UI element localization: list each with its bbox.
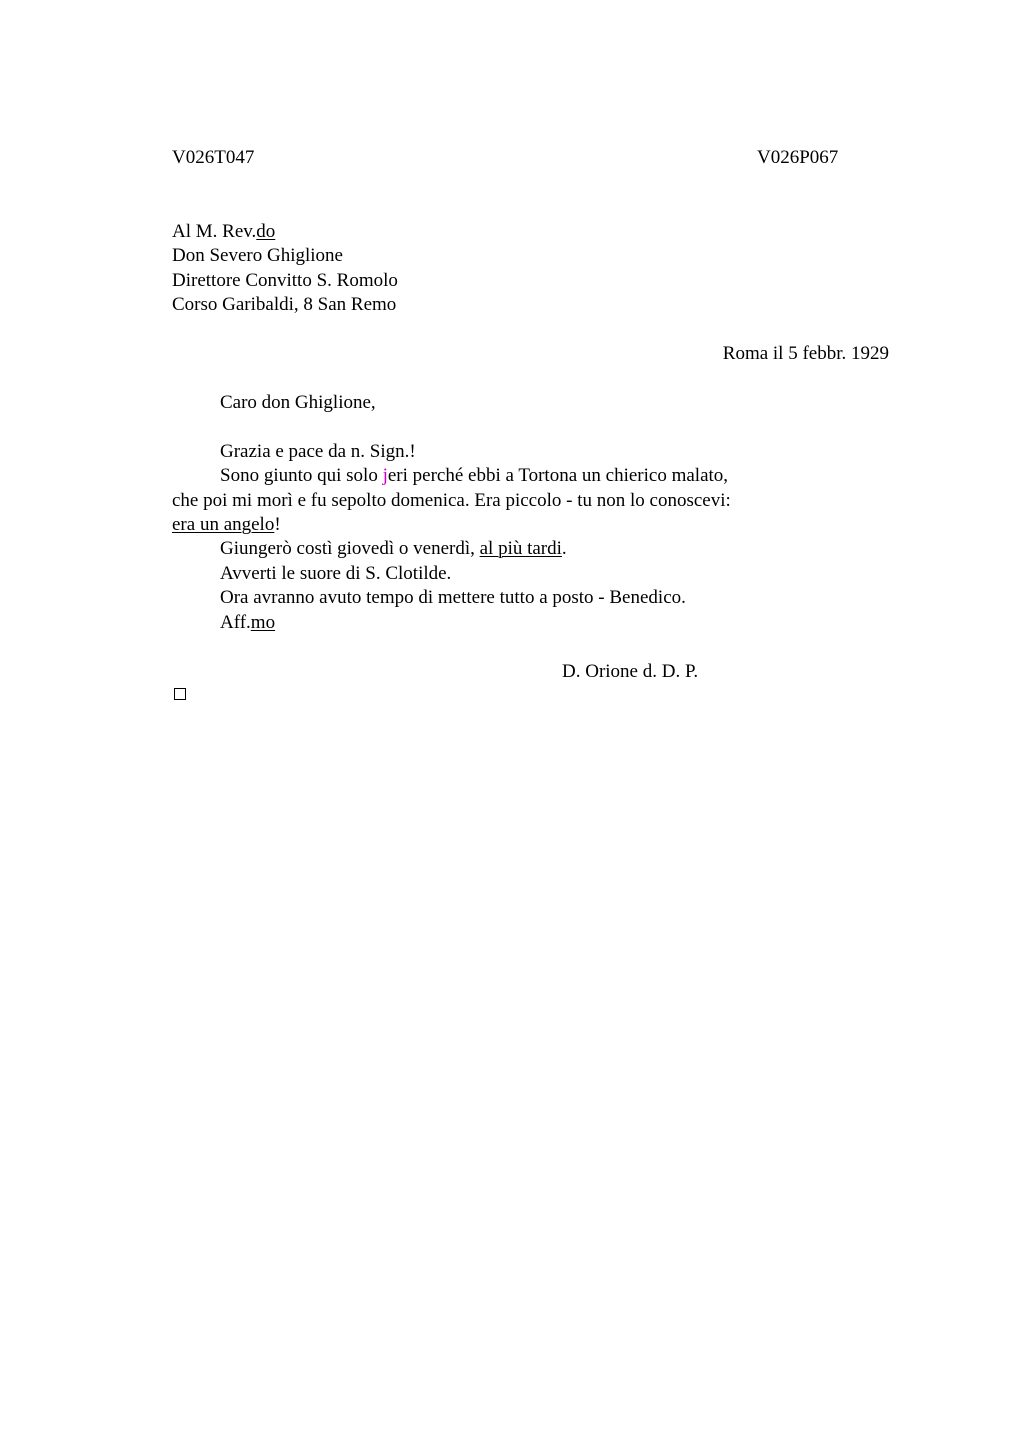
body-paragraph-1-line-2: che poi mi morì e fu sepolto domenica. Era piccolo - tu non lo conoscevi: [172, 490, 731, 511]
address-line-4: Corso Garibaldi, 8 San Remo [172, 294, 397, 315]
body-greeting: Grazia e pace da n. Sign.! [220, 441, 416, 462]
body-text: ! [274, 514, 281, 535]
closing [220, 611, 275, 635]
signature: D. Orione d. D. P. [562, 661, 699, 682]
document-code-left: V026T047 [172, 147, 255, 168]
address-line-3: Direttore Convitto S. Romolo [172, 270, 398, 291]
document-code-right: V026P067 [757, 147, 839, 168]
body-paragraph-1-line-3 [172, 513, 281, 537]
closing-text: Aff. [220, 612, 251, 633]
body-text: Sono giunto qui solo [220, 465, 383, 486]
underlined-phrase: era un angelo [172, 514, 275, 535]
checkbox-icon [174, 688, 186, 700]
body-paragraph-3: Avverti le suore di S. Clotilde. [220, 563, 452, 584]
address-title-abbrev: do [256, 221, 276, 242]
body-paragraph-1-line-1 [220, 464, 728, 488]
body-text: Giungerò costì giovedì o venerdì, [220, 538, 480, 559]
underlined-phrase: al più tardi [479, 538, 562, 559]
address-title: Al M. Rev. [172, 221, 257, 242]
body-text: . [561, 538, 567, 559]
closing-abbrev: mo [250, 612, 276, 633]
highlighted-letter: j [382, 465, 388, 486]
salutation: Caro don Ghiglione, [220, 392, 376, 413]
body-paragraph-2 [220, 537, 567, 561]
letter-date: Roma il 5 febbr. 1929 [722, 343, 889, 364]
body-text: eri perché ebbi a Tortona un chierico malato, [387, 465, 729, 486]
address-line-2: Don Severo Ghiglione [172, 245, 343, 266]
body-paragraph-4: Ora avranno avuto tempo di mettere tutto a posto - Benedico. [220, 587, 686, 608]
address-line-1 [172, 220, 275, 244]
